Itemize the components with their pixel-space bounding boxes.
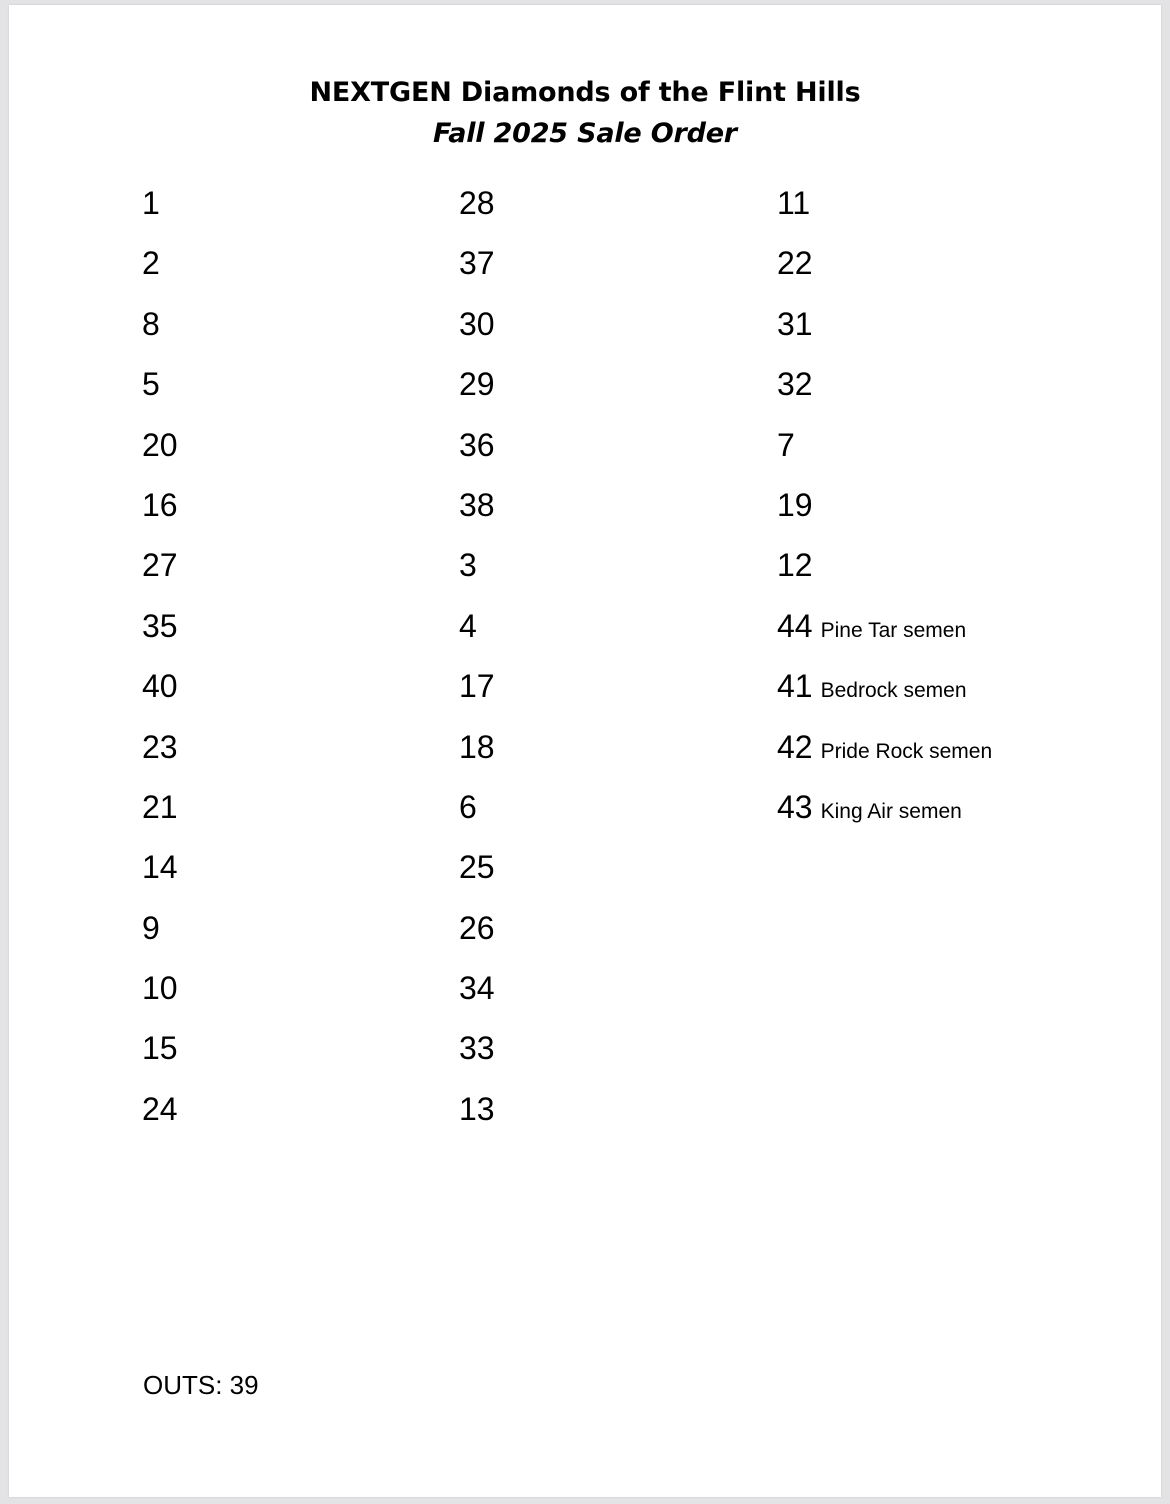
- lot-row: [459, 664, 495, 724]
- lot-row: [777, 483, 992, 543]
- lot-number: 26: [459, 909, 495, 946]
- lot-number: 34: [459, 970, 495, 1007]
- lot-row: [142, 302, 178, 362]
- lot-row: [459, 483, 495, 543]
- lot-number: 38: [459, 486, 495, 523]
- lot-row: [459, 845, 495, 905]
- document-subtitle: Fall 2025 Sale Order: [433, 118, 737, 149]
- lot-number: 36: [459, 426, 495, 463]
- lot-number: 31: [777, 305, 813, 342]
- lot-row: [459, 302, 495, 362]
- lot-number: 37: [459, 245, 495, 282]
- lot-number: 3: [459, 547, 477, 584]
- lot-number: 44: [777, 607, 813, 644]
- lot-row: [777, 181, 992, 241]
- lot-number: 17: [459, 668, 495, 705]
- lot-number: 2: [142, 245, 160, 282]
- lot-number: 6: [459, 788, 477, 825]
- lot-row: [142, 845, 178, 905]
- lot-row: [459, 1026, 495, 1086]
- lot-number: 42: [777, 728, 813, 765]
- lot-row: [777, 664, 992, 724]
- sale-order-column-3: [777, 181, 992, 845]
- lot-number: 7: [777, 426, 795, 463]
- lot-number: 9: [142, 909, 160, 946]
- lot-row: [459, 543, 495, 603]
- lot-number: 24: [142, 1090, 178, 1127]
- lot-note: King Air semen: [820, 799, 962, 823]
- lot-note: Pine Tar semen: [820, 618, 967, 642]
- lot-number: 40: [142, 668, 178, 705]
- lot-row: [459, 725, 495, 785]
- lot-row: [459, 906, 495, 966]
- lot-row: [142, 543, 178, 603]
- lot-row: [142, 423, 178, 483]
- lot-number: 30: [459, 305, 495, 342]
- lot-number: 43: [777, 788, 813, 825]
- lot-number: 18: [459, 728, 495, 765]
- lot-row: [459, 181, 495, 241]
- lot-number: 5: [142, 366, 160, 403]
- lot-row: [142, 664, 178, 724]
- lot-row: [777, 725, 992, 785]
- lot-number: 27: [142, 547, 178, 584]
- lot-number: 13: [459, 1090, 495, 1127]
- lot-number: 8: [142, 305, 160, 342]
- lot-number: 23: [142, 728, 178, 765]
- sale-order-column-1: [142, 181, 178, 1147]
- lot-row: [459, 604, 495, 664]
- lot-row: [459, 241, 495, 301]
- lot-row: [142, 604, 178, 664]
- lot-row: [459, 362, 495, 422]
- lot-number: 21: [142, 788, 178, 825]
- document-title: NEXTGEN Diamonds of the Flint Hills: [309, 77, 861, 108]
- lot-row: [142, 1087, 178, 1147]
- lot-row: [777, 543, 992, 603]
- lot-row: [142, 362, 178, 422]
- lot-number: 11: [777, 185, 811, 221]
- lot-number: 28: [459, 185, 495, 221]
- lot-number: 19: [777, 486, 813, 523]
- lot-number: 10: [142, 970, 178, 1007]
- lot-row: [142, 1026, 178, 1086]
- lot-number: 16: [142, 486, 178, 523]
- lot-number: 33: [459, 1030, 495, 1067]
- lot-row: [142, 181, 178, 241]
- lot-row: [777, 604, 992, 664]
- lot-number: 22: [777, 245, 813, 282]
- lot-number: 25: [459, 849, 495, 886]
- lot-row: [459, 785, 495, 845]
- lot-row: [777, 241, 992, 301]
- lot-row: [459, 1087, 495, 1147]
- lot-row: [777, 362, 992, 422]
- lot-row: [459, 423, 495, 483]
- lot-number: 4: [459, 607, 477, 644]
- lot-row: [142, 966, 178, 1026]
- lot-number: 32: [777, 366, 813, 403]
- lot-number: 14: [142, 849, 178, 886]
- lot-number: 15: [142, 1030, 178, 1067]
- lot-number: 41: [777, 668, 813, 705]
- lot-row: [142, 483, 178, 543]
- lot-row: [142, 785, 178, 845]
- lot-row: [777, 423, 992, 483]
- lot-number: 12: [777, 547, 813, 584]
- lot-number: 1: [142, 185, 160, 221]
- lot-number: 35: [142, 607, 178, 644]
- outs-note: OUTS: 39: [143, 1370, 259, 1400]
- lot-row: [142, 906, 178, 966]
- lot-row: [459, 966, 495, 1026]
- lot-note: Pride Rock semen: [820, 739, 993, 763]
- sale-order-column-2: [459, 181, 495, 1147]
- lot-row: [142, 241, 178, 301]
- lot-number: 20: [142, 426, 178, 463]
- lot-row: [142, 725, 178, 785]
- lot-row: [777, 302, 992, 362]
- lot-note: Bedrock semen: [820, 679, 967, 703]
- lot-number: 29: [459, 366, 495, 403]
- lot-row: [777, 785, 992, 845]
